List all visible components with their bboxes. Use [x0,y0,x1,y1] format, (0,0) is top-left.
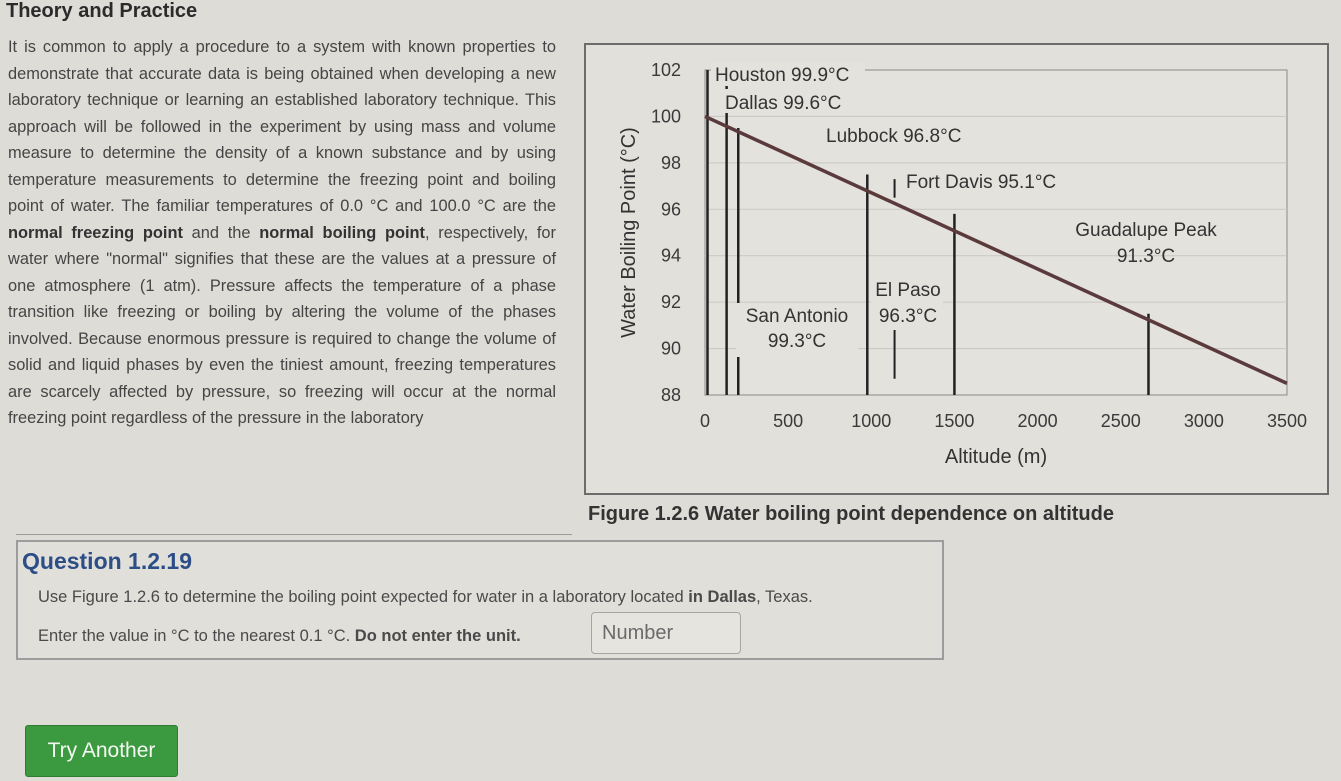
x-tick-label: 3000 [1183,411,1224,431]
section-title: Theory and Practice [6,0,198,22]
san-antonio-label: San Antonio [745,306,849,327]
y-tick-label: 96 [660,199,681,220]
boiling-point-chart [586,45,1331,497]
theory-paragraph [8,34,556,432]
x-tick-label: 3500 [1266,411,1308,431]
para-bold-1: normal freezing point [8,223,183,242]
x-tick-label: 1000 [851,411,892,431]
y-tick-label: 98 [660,152,681,173]
question-text-pre: Use Figure 1.2.6 to determine the boiling point expected for water in a laboratory located [38,588,689,606]
answer-instruction-pre: Enter the value in °C to the nearest 0.1 °C. [38,627,355,645]
lubbock-label: Lubbock 96.8°C [826,126,962,147]
x-tick-label: 2500 [1100,411,1141,431]
fort-davis-label: Fort Davis 95.1°C [906,172,1057,193]
answer-instruction-bold: Do not enter the unit. [354,627,521,645]
para-text-3: , respectively, for water where "normal" signifies that these are the values at a pressure of one atmosphere (1 atm). Pressure affects the temperature of a phase transition like freezing or boiling by altering the volume of the phases involved. Because enormous pressure is required to change the volume of solid and liquid phases by even the tiniest amount, freezing temperatures are scarcely affected by pressure, so freezing will occur at the normal freezing point regardless of the pressure in the laboratory [8,223,556,427]
dallas-label: Dallas 99.6°C [725,93,842,114]
answer-input[interactable] [591,612,741,654]
san-antonio-value: 99.3°C [767,331,827,352]
question-title: Question 1.2.19 [22,548,193,574]
y-tick-label: 90 [660,338,681,359]
guadalupe-peak-label: Guadalupe Peak [1075,220,1217,241]
y-axis-label: Water Boiling Point (°C) [618,127,640,338]
x-tick-label: 500 [773,411,804,431]
y-tick-label: 102 [650,60,681,80]
question-text [38,588,813,607]
y-tick-label: 94 [660,245,681,266]
question-box [16,540,944,660]
el-paso-value: 96.3°C [878,306,938,327]
houston-label: Houston 99.9°C [715,65,850,86]
guadalupe-peak-value: 91.3°C [1116,246,1176,267]
divider [16,534,572,535]
figure-box [584,43,1329,495]
para-bold-2: normal boiling point [259,223,426,242]
el-paso-label: El Paso [875,280,941,301]
x-tick-label: 1500 [934,411,975,431]
answer-instruction [38,627,521,646]
try-another-button[interactable]: Try Another [25,725,178,777]
y-tick-label: 92 [660,292,681,313]
x-tick-label: 2000 [1017,411,1058,431]
question-text-bold: in Dallas [688,588,757,606]
figure-caption: Figure 1.2.6 Water boiling point dependence on altitude [588,503,1114,525]
x-axis-label: Altitude (m) [944,446,1048,468]
question-text-post: , Texas. [756,588,813,606]
x-tick-label: 0 [699,411,711,431]
para-text-2: and the [182,223,260,242]
y-tick-label: 88 [660,385,681,405]
y-tick-label: 100 [650,106,681,127]
para-text-1: It is common to apply a procedure to a system with known properties to demonstrate that accurate data is being obtained when developing a new laboratory technique or learning an established laboratory technique. This approach will be followed in the experiment by using mass and volume measure to determine the density of a known substance and by using temperature measurements to determine the freezing point and boiling point of water. The familiar temperatures of 0.0 °C and 100.0 °C are the [8,38,556,215]
